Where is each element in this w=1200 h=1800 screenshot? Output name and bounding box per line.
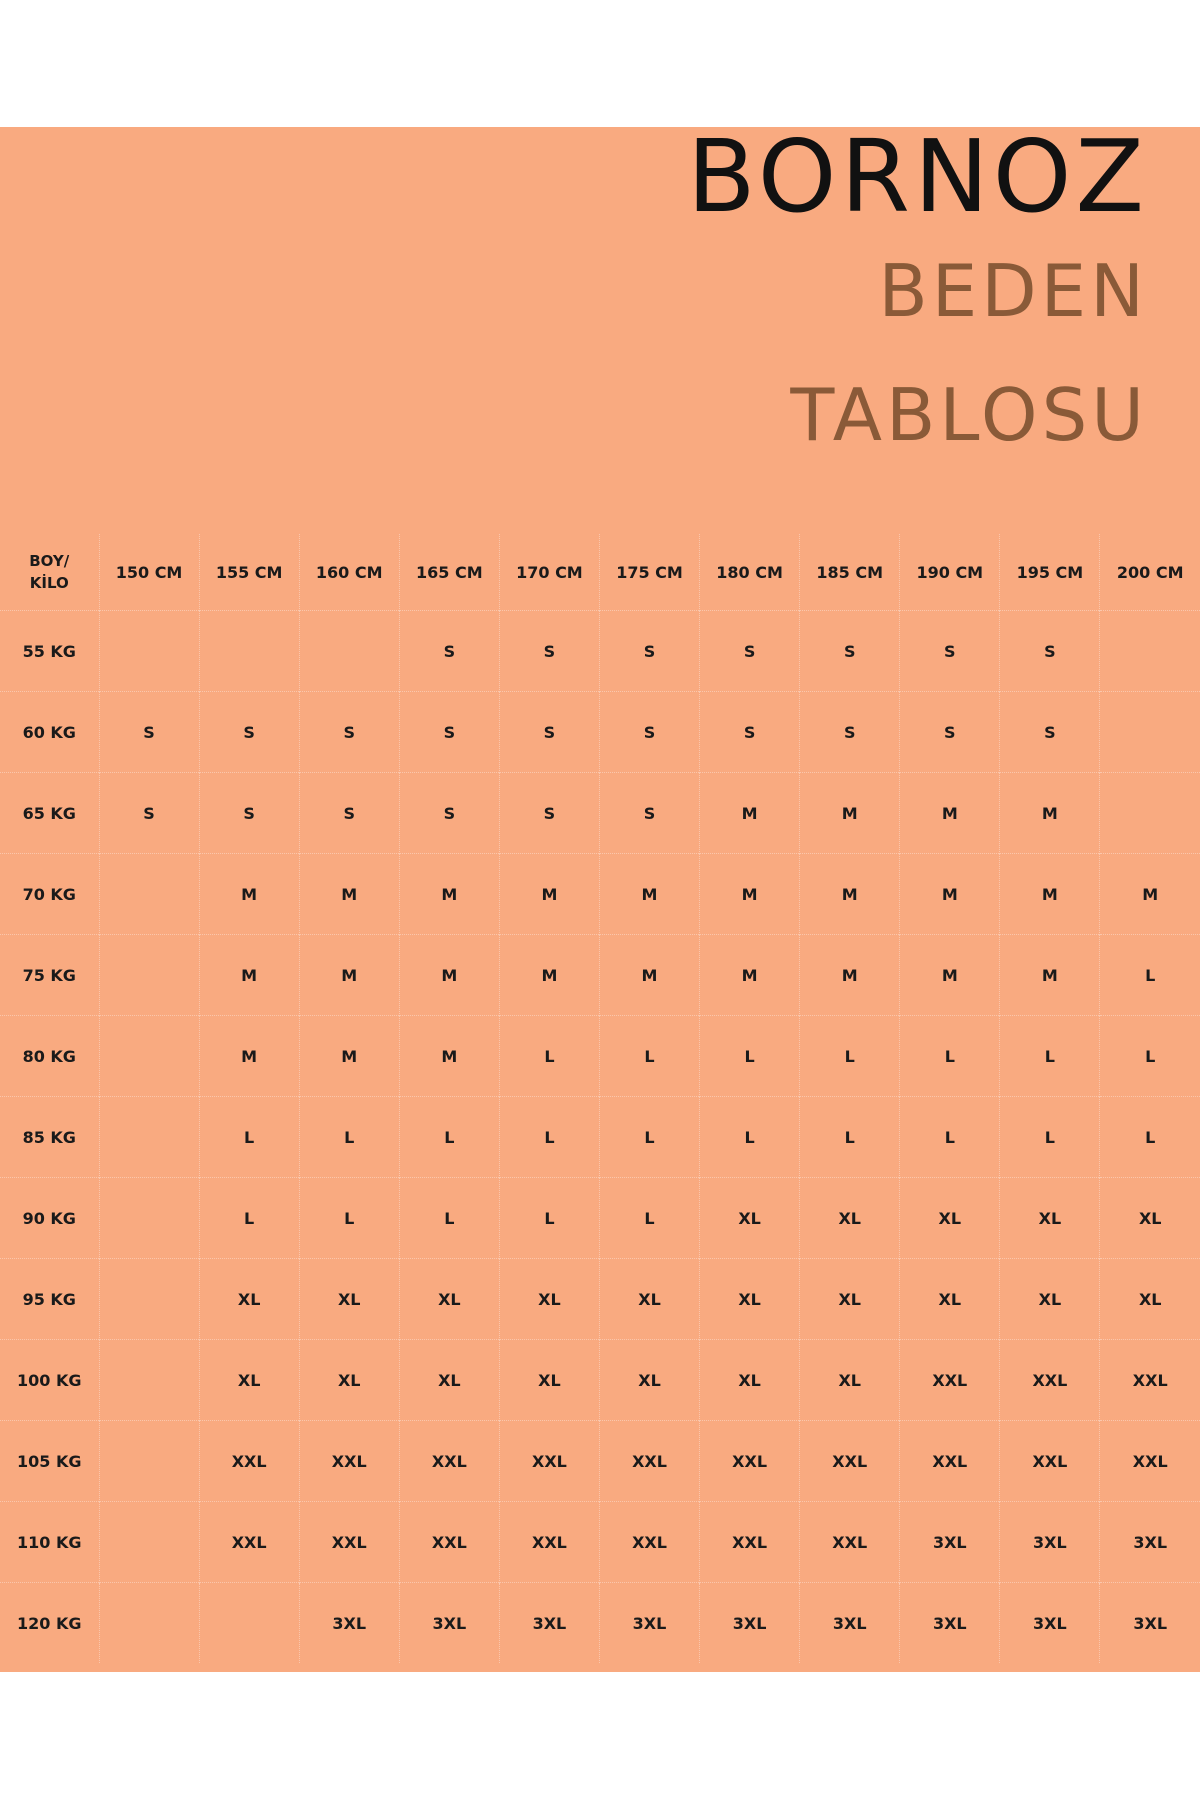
size-cell: XL — [199, 1259, 299, 1340]
table-body — [0, 611, 1200, 1664]
size-cell — [1100, 773, 1200, 854]
size-cell: L — [1000, 1097, 1100, 1178]
size-cell: M — [1100, 854, 1200, 935]
size-cell: 3XL — [399, 1583, 499, 1664]
size-cell: L — [599, 1016, 699, 1097]
size-table — [0, 534, 1200, 1663]
size-cell: 3XL — [599, 1583, 699, 1664]
column-header: 150 CM — [99, 534, 199, 611]
row-weight-label: 65 KG — [0, 773, 99, 854]
row-weight-label: 70 KG — [0, 854, 99, 935]
size-cell: 3XL — [1000, 1583, 1100, 1664]
table-row — [0, 611, 1200, 692]
table-row — [0, 1583, 1200, 1664]
size-cell: S — [199, 773, 299, 854]
size-cell: S — [1000, 692, 1100, 773]
size-cell: XXL — [299, 1421, 399, 1502]
column-header: 185 CM — [800, 534, 900, 611]
size-cell: XL — [1000, 1259, 1100, 1340]
size-cell: M — [299, 1016, 399, 1097]
title-beden: BEDEN — [878, 249, 1148, 333]
size-cell: S — [99, 773, 199, 854]
size-cell: XL — [599, 1259, 699, 1340]
table-row — [0, 1259, 1200, 1340]
size-cell — [99, 1502, 199, 1583]
size-cell: S — [599, 611, 699, 692]
size-cell: M — [800, 773, 900, 854]
size-cell: XL — [800, 1259, 900, 1340]
table-row — [0, 1340, 1200, 1421]
size-cell — [299, 611, 399, 692]
size-cell: M — [800, 935, 900, 1016]
size-cell: L — [1000, 1016, 1100, 1097]
size-cell: L — [700, 1097, 800, 1178]
size-cell: S — [299, 692, 399, 773]
size-cell: XXL — [900, 1340, 1000, 1421]
column-header: 175 CM — [599, 534, 699, 611]
size-cell: M — [399, 935, 499, 1016]
size-cell: XL — [1100, 1178, 1200, 1259]
size-cell: L — [700, 1016, 800, 1097]
size-cell: XXL — [1000, 1340, 1100, 1421]
size-cell — [99, 1583, 199, 1664]
size-cell — [99, 1097, 199, 1178]
size-cell: 3XL — [1100, 1502, 1200, 1583]
size-cell: XL — [1100, 1259, 1200, 1340]
size-cell: XL — [599, 1340, 699, 1421]
size-cell: XL — [700, 1340, 800, 1421]
size-cell: XL — [900, 1259, 1000, 1340]
size-cell: L — [499, 1016, 599, 1097]
column-header: 200 CM — [1100, 534, 1200, 611]
size-cell — [99, 1259, 199, 1340]
table-row — [0, 1097, 1200, 1178]
size-cell: XXL — [399, 1421, 499, 1502]
size-cell — [99, 611, 199, 692]
corner-weight-label: KİLO — [29, 574, 69, 592]
size-cell: S — [800, 692, 900, 773]
size-cell: L — [399, 1178, 499, 1259]
row-weight-label: 55 KG — [0, 611, 99, 692]
row-weight-label: 60 KG — [0, 692, 99, 773]
size-cell: XXL — [800, 1502, 900, 1583]
size-cell: XL — [499, 1340, 599, 1421]
size-cell: XXL — [599, 1421, 699, 1502]
size-cell: L — [1100, 1016, 1200, 1097]
size-cell: L — [199, 1178, 299, 1259]
column-header: 160 CM — [299, 534, 399, 611]
size-cell: L — [599, 1178, 699, 1259]
corner-header — [0, 534, 99, 611]
size-cell: XL — [499, 1259, 599, 1340]
size-cell — [99, 935, 199, 1016]
size-cell: S — [499, 692, 599, 773]
size-cell: M — [900, 854, 1000, 935]
size-cell: S — [1000, 611, 1100, 692]
column-header: 155 CM — [199, 534, 299, 611]
size-cell: S — [800, 611, 900, 692]
size-cell: XL — [700, 1178, 800, 1259]
size-cell: XL — [399, 1340, 499, 1421]
size-cell: S — [399, 692, 499, 773]
size-cell: XL — [800, 1178, 900, 1259]
size-cell: XL — [700, 1259, 800, 1340]
row-weight-label: 100 KG — [0, 1340, 99, 1421]
size-cell: S — [299, 773, 399, 854]
size-cell: M — [1000, 854, 1100, 935]
size-cell: XL — [299, 1340, 399, 1421]
size-cell: M — [700, 854, 800, 935]
size-cell: L — [299, 1178, 399, 1259]
table-row — [0, 1178, 1200, 1259]
row-weight-label: 85 KG — [0, 1097, 99, 1178]
size-cell: M — [299, 935, 399, 1016]
table-row — [0, 1502, 1200, 1583]
size-cell: M — [700, 935, 800, 1016]
size-cell: L — [900, 1097, 1000, 1178]
size-cell: L — [800, 1097, 900, 1178]
column-header: 170 CM — [499, 534, 599, 611]
size-cell: L — [299, 1097, 399, 1178]
row-weight-label: 80 KG — [0, 1016, 99, 1097]
size-cell: L — [1100, 935, 1200, 1016]
size-cell: XXL — [1000, 1421, 1100, 1502]
size-cell: L — [499, 1097, 599, 1178]
size-cell: 3XL — [900, 1583, 1000, 1664]
size-cell: L — [900, 1016, 1000, 1097]
size-cell: S — [99, 692, 199, 773]
size-chart-panel — [0, 118, 1200, 1672]
corner-height-label: BOY/ — [29, 552, 70, 570]
size-cell: 3XL — [700, 1583, 800, 1664]
size-cell: M — [499, 854, 599, 935]
size-cell — [1100, 692, 1200, 773]
size-cell: M — [800, 854, 900, 935]
table-row — [0, 1016, 1200, 1097]
size-cell: L — [800, 1016, 900, 1097]
size-cell: M — [199, 1016, 299, 1097]
row-weight-label: 110 KG — [0, 1502, 99, 1583]
size-cell — [99, 1421, 199, 1502]
row-weight-label: 105 KG — [0, 1421, 99, 1502]
size-cell: XXL — [299, 1502, 399, 1583]
size-cell: XL — [299, 1259, 399, 1340]
size-cell — [199, 1583, 299, 1664]
column-header: 190 CM — [900, 534, 1000, 611]
size-cell: S — [199, 692, 299, 773]
title-bornoz: BORNOZ — [686, 118, 1148, 235]
size-cell: M — [700, 773, 800, 854]
table-row — [0, 854, 1200, 935]
size-cell — [1100, 611, 1200, 692]
size-cell: XXL — [199, 1502, 299, 1583]
size-cell: M — [499, 935, 599, 1016]
size-cell: M — [1000, 773, 1100, 854]
size-cell: XXL — [499, 1502, 599, 1583]
size-cell: L — [499, 1178, 599, 1259]
table-row — [0, 1421, 1200, 1502]
size-cell: S — [700, 611, 800, 692]
size-cell: 3XL — [299, 1583, 399, 1664]
size-cell: S — [499, 773, 599, 854]
size-cell: M — [1000, 935, 1100, 1016]
size-cell: L — [1100, 1097, 1200, 1178]
size-cell: XXL — [599, 1502, 699, 1583]
size-cell — [99, 1340, 199, 1421]
size-cell: 3XL — [499, 1583, 599, 1664]
size-cell: XXL — [900, 1421, 1000, 1502]
size-cell: 3XL — [800, 1583, 900, 1664]
table-row — [0, 935, 1200, 1016]
size-cell: S — [599, 773, 699, 854]
row-weight-label: 95 KG — [0, 1259, 99, 1340]
size-cell: XXL — [700, 1421, 800, 1502]
size-cell: XL — [399, 1259, 499, 1340]
size-cell: XXL — [1100, 1421, 1200, 1502]
size-cell: M — [900, 935, 1000, 1016]
size-cell: M — [399, 1016, 499, 1097]
size-cell: S — [399, 611, 499, 692]
size-cell — [99, 1178, 199, 1259]
size-cell — [99, 1016, 199, 1097]
size-cell — [99, 854, 199, 935]
size-cell: XL — [800, 1340, 900, 1421]
size-cell: S — [499, 611, 599, 692]
table-row — [0, 692, 1200, 773]
size-cell: 3XL — [1000, 1502, 1100, 1583]
column-header: 180 CM — [700, 534, 800, 611]
size-cell: M — [199, 854, 299, 935]
row-weight-label: 90 KG — [0, 1178, 99, 1259]
size-cell: S — [900, 692, 1000, 773]
column-header: 195 CM — [1000, 534, 1100, 611]
size-cell: XL — [900, 1178, 1000, 1259]
size-cell: 3XL — [900, 1502, 1000, 1583]
table-row — [0, 773, 1200, 854]
size-cell: M — [299, 854, 399, 935]
header-row — [0, 534, 1200, 611]
size-cell: S — [399, 773, 499, 854]
size-cell: M — [599, 935, 699, 1016]
size-cell: XXL — [700, 1502, 800, 1583]
size-cell: XXL — [199, 1421, 299, 1502]
title-tablosu: TABLOSU — [790, 373, 1148, 457]
size-cell: S — [700, 692, 800, 773]
size-cell: M — [900, 773, 1000, 854]
size-cell: 3XL — [1100, 1583, 1200, 1664]
size-cell: L — [399, 1097, 499, 1178]
size-cell: S — [599, 692, 699, 773]
size-cell: XL — [1000, 1178, 1100, 1259]
column-header: 165 CM — [399, 534, 499, 611]
size-cell: M — [199, 935, 299, 1016]
size-cell: L — [599, 1097, 699, 1178]
size-cell: L — [199, 1097, 299, 1178]
size-cell: M — [599, 854, 699, 935]
size-cell: M — [399, 854, 499, 935]
size-cell: XXL — [499, 1421, 599, 1502]
size-cell: XXL — [1100, 1340, 1200, 1421]
size-cell: XXL — [800, 1421, 900, 1502]
size-cell — [199, 611, 299, 692]
size-cell: XL — [199, 1340, 299, 1421]
row-weight-label: 120 KG — [0, 1583, 99, 1664]
size-cell: XXL — [399, 1502, 499, 1583]
size-cell: S — [900, 611, 1000, 692]
row-weight-label: 75 KG — [0, 935, 99, 1016]
